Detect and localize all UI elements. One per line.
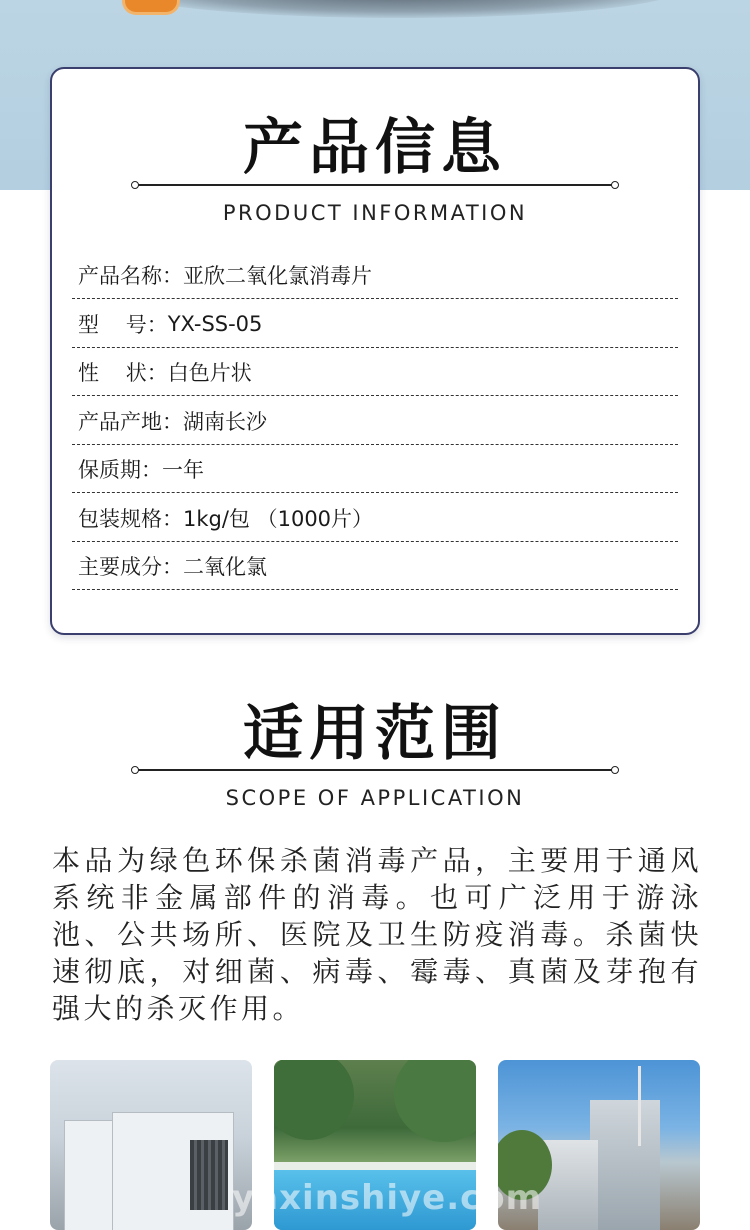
packaging-value: 1kg/包 （1000片） [183,506,374,531]
site-watermark: yaxinshiye.com [232,1178,543,1218]
pool-tree-right [394,1060,476,1142]
product-info-row-name [72,252,678,299]
ingredient-value: 二氧化氯 [183,555,267,579]
origin-value: 湖南长沙 [183,409,267,434]
product-info-row-packaging [72,495,678,542]
origin-label: 产品产地： [78,409,183,434]
appearance-label: 性 状： [78,361,168,385]
scope-title: 适用范围 [243,699,507,769]
pool-edge [274,1162,476,1170]
shelf-life-value: 一年 [162,458,204,482]
appearance-value: 白色片状 [167,361,252,385]
scope-title-divider [135,769,615,771]
scope-subtitle: SCOPE OF APPLICATION [225,786,525,810]
scope-description: 本品为绿色环保杀菌消毒产品，主要用于通风系统非金属部件的消毒。也可广泛用于游泳池、公共场所、医院及卫生防疫消毒。杀菌快速彻底，对细菌、病毒、霉毒、真菌及芽孢有强大的杀灭作用。 [52,844,702,1025]
product-name-label: 产品名称： [78,264,183,288]
top-banner-badge [122,0,180,15]
product-info-row-ingredient [72,543,678,590]
plaza-building-tall [590,1100,660,1230]
product-info-row-appearance [72,349,678,396]
hvac-grille [190,1140,228,1210]
pool-tree-left [274,1060,354,1140]
model-label: 型 号： [78,312,168,337]
product-info-row-origin [72,398,678,445]
plaza-crane [638,1066,641,1146]
product-info-title: 产品信息 [243,113,507,183]
shelf-life-label: 保质期： [78,458,162,482]
model-value: YX-SS-05 [167,311,263,336]
product-name-value: 亚欣二氧化氯消毒片 [183,264,372,288]
hvac-units-photo [50,1060,252,1230]
product-info-subtitle: PRODUCT INFORMATION [222,201,528,225]
product-info-title-divider [135,184,615,186]
product-info-list [72,252,678,592]
ingredient-label: 主要成分： [78,555,183,579]
product-info-row-model [72,301,678,348]
packaging-label: 包装规格： [78,506,183,531]
product-info-row-shelf-life [72,446,678,493]
